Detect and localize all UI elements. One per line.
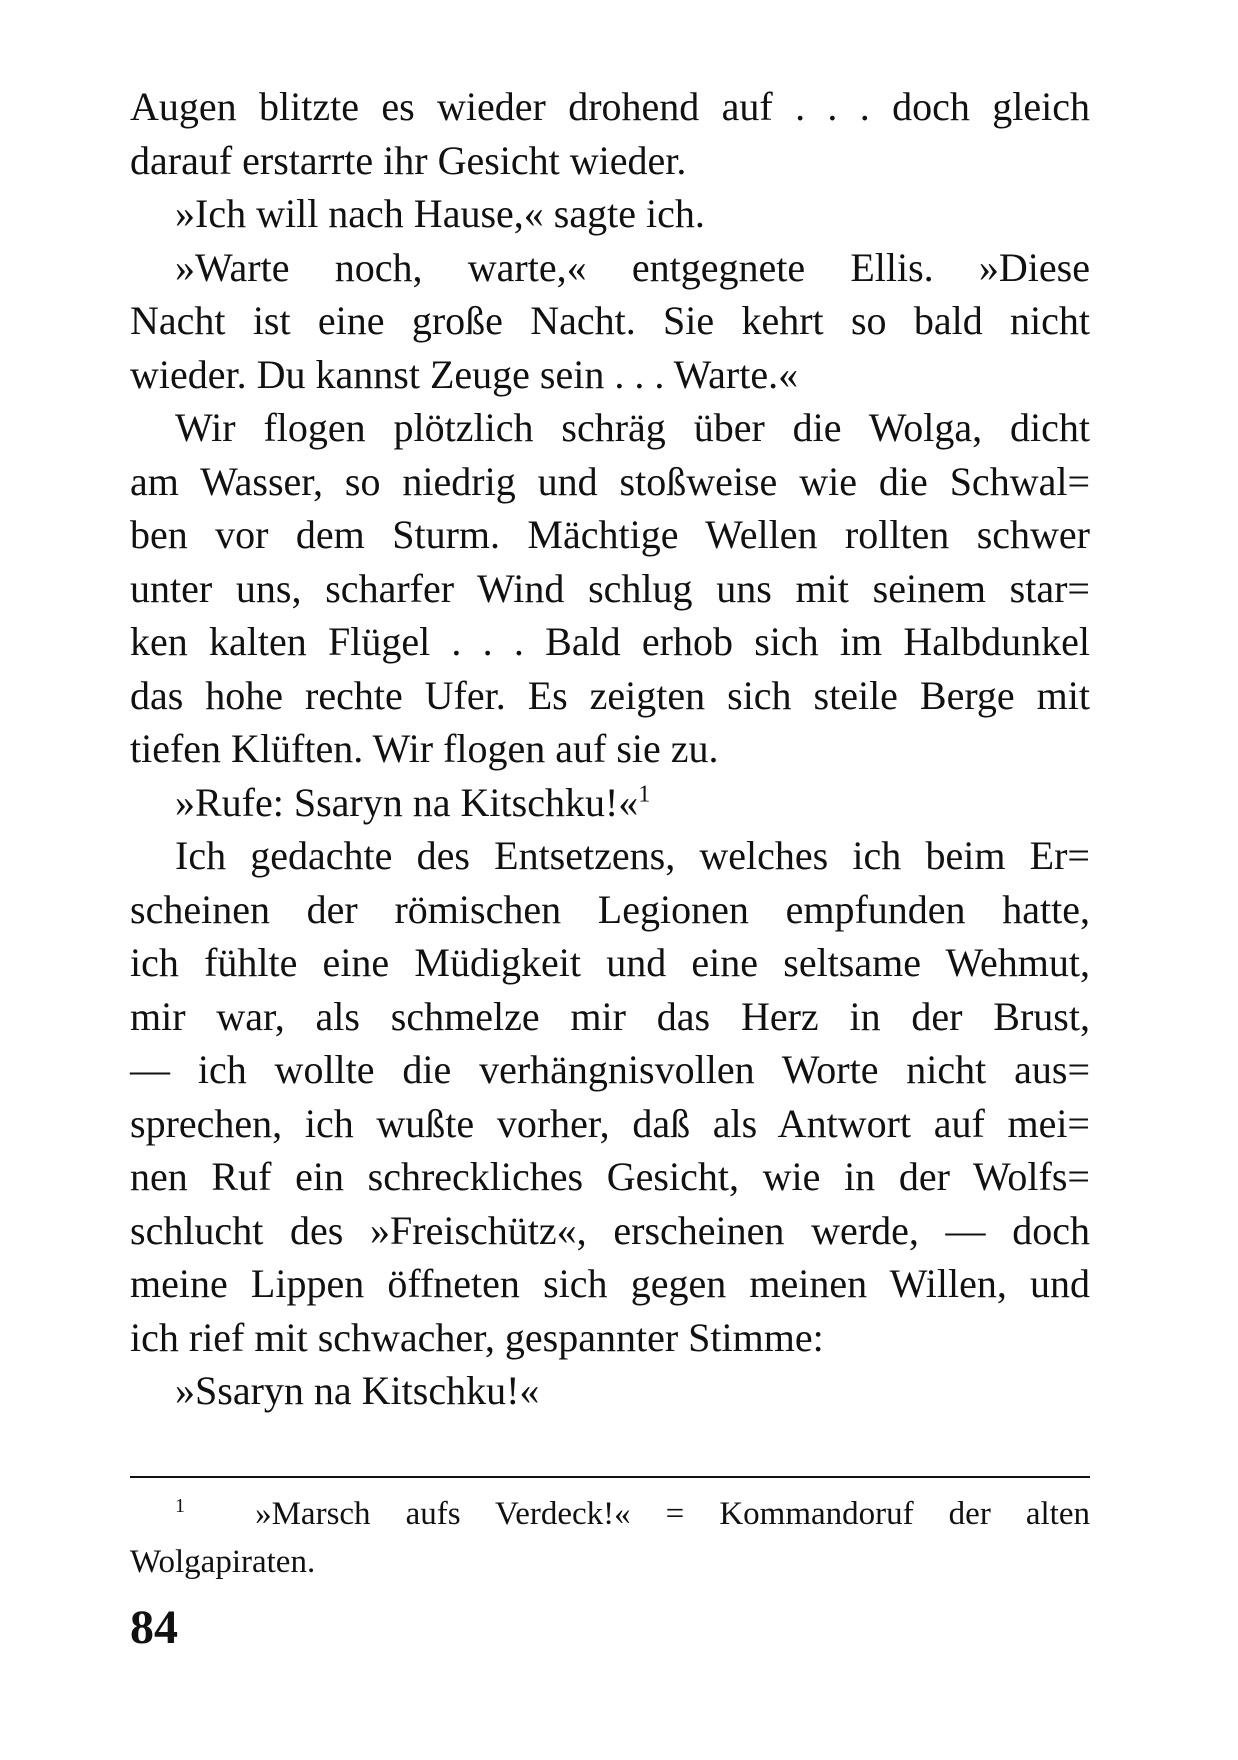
text-line: schlucht des »Freischütz«, erscheinen werde, — doch (130, 1207, 1090, 1253)
text-line: Wir flogen plötzlich schräg über die Wolga, dicht (175, 405, 1090, 450)
text-line: ken kalten Flügel . . . Bald erhob sich im Halbdunkel (130, 619, 1090, 664)
text-line: das hohe rechte Ufer. Es zeigten sich steile Berge mit (130, 672, 1090, 718)
text-line: scheinen der römischen Legionen empfunden hatte, (130, 886, 1090, 932)
text-line: tiefen Klüften. Wir flogen auf sie zu. (130, 726, 719, 771)
footnote-reference: 1 (638, 781, 651, 808)
text-line: »Warte noch, warte,« entgegnete Ellis. »Diese (175, 244, 1090, 290)
footnote-line: Wolgapiraten. (130, 1544, 316, 1580)
text-line: Ich gedachte des Entsetzens, welches ich beim Er= (175, 833, 1090, 878)
footnote-text: »Marsch aufs Verdeck!« = Kommandoruf der alten (255, 1496, 1090, 1532)
text-line: darauf erstarrte ihr Gesicht wieder. (130, 137, 687, 183)
text-line: wieder. Du kannst Zeuge sein . . . Warte.« (130, 351, 799, 397)
page-number: 84 (130, 1601, 178, 1654)
text-line: unter uns, scharfer Wind schlug uns mit seinem star= (130, 565, 1090, 611)
text-line: am Wasser, so niedrig und stoßweise wie die Schwal= (130, 458, 1090, 504)
body-text (130, 80, 1090, 1418)
text-line: ich fühlte eine Müdigkeit und eine seltsame Wehmut, (130, 940, 1090, 985)
text-line: mir war, als schmelze mir das Herz in der Brust, (130, 993, 1090, 1039)
footnote-line (130, 1490, 1090, 1538)
text-line: ben vor dem Sturm. Mächtige Wellen rollten schwer (130, 512, 1090, 557)
text-line: sprechen, ich wußte vorher, daß als Antwort auf mei= (130, 1100, 1090, 1146)
text-line: nen Ruf ein schreckliches Gesicht, wie in der Wolfs= (130, 1154, 1090, 1199)
text-line-with-footnote (130, 776, 1090, 830)
footnote-marker: 1 (175, 1495, 185, 1517)
text-line: Augen blitzte es wieder drohend auf . . . doch gleich (130, 84, 1090, 129)
text-line: »Rufe: Ssaryn na Kitschku!« (175, 779, 639, 825)
text-line: ich rief mit schwacher, gespannter Stimme: (130, 1314, 824, 1360)
text-line: meine Lippen öffneten sich gegen meinen Willen, und (130, 1261, 1090, 1306)
footnote (130, 1490, 1090, 1586)
footnote-divider (130, 1476, 1090, 1478)
text-line: Nacht ist eine große Nacht. Sie kehrt so bald nicht (130, 298, 1090, 343)
text-line: — ich wollte die verhängnisvollen Worte nicht aus= (130, 1047, 1090, 1092)
text-line: »Ich will nach Hause,« sagte ich. (175, 191, 705, 236)
text-line: »Ssaryn na Kitschku!« (175, 1368, 540, 1413)
